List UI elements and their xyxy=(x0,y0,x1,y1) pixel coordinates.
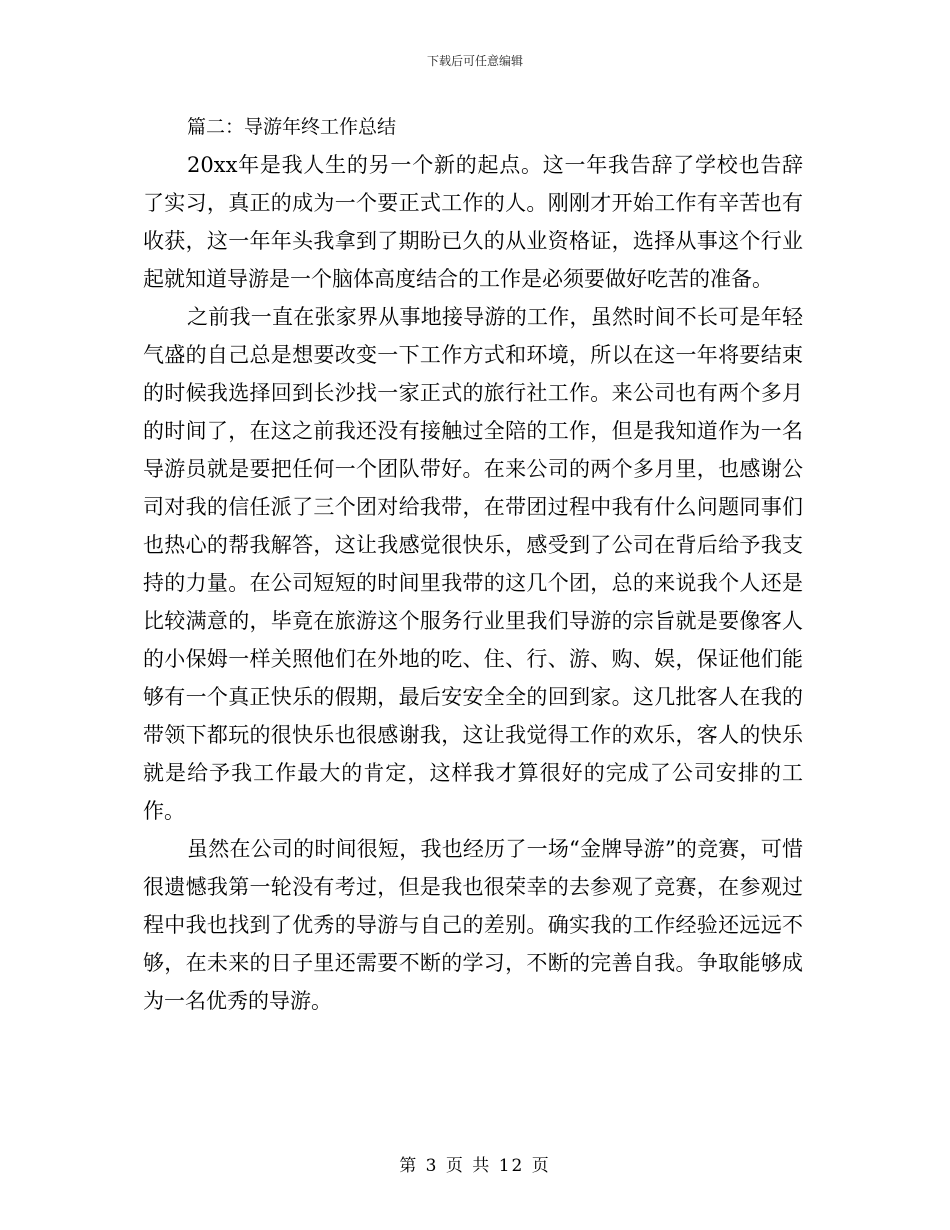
paragraph-2: 之前我一直在张家界从事地接导游的工作，虽然时间不长可是年轻气盛的自己总是想要改变一下工作方式和环境，所以在这一年将要结束的时候我选择回到长沙找一家正式的旅行社工作。来公司也有两个多月的时间了，在这之前我还没有接触过全陪的工作，但是我知道作为一名导游员就是要把任何一个团队带好。在来公司的两个多月里，也感谢公司对我的信任派了三个团对给我带，在带团过程中我有什么问题同事们也热心的帮我解答，这让我感觉很快乐，感受到了公司在背后给予我支持的力量。在公司短短的时间里我带的这几个团，总的来说我个人还是比较满意的，毕竟在旅游这个服务行业里我们导游的宗旨就是要像客人的小保姆一样关照他们在外地的吃、住、行、游、购、娱，保证他们能够有一个真正快乐的假期，最后安安全全的回到家。这几批客人在我的带领下都玩的很快乐也很感谢我，这让我觉得工作的欢乐，客人的快乐就是给予我工作最大的肯定，这样我才算很好的完成了公司安排的工作。 xyxy=(143,305,803,823)
page-footer: 第 3 页 共 12 页 xyxy=(399,1156,551,1176)
header-note: 下载后可任意编辑 xyxy=(426,54,523,68)
paragraph-3: 虽然在公司的时间很短，我也经历了一场“金牌导游”的竞赛，可惜很遗憾我第一轮没有考过，但是我也很荣幸的去参观了竞赛，在参观过程中我也找到了优秀的导游与自己的差别。确实我的工作经验还远远不够，在未来的日子里还需要不断的学习，不断的完善自我。争取能够成为一名优秀的导游。 xyxy=(143,837,803,1013)
document-body xyxy=(143,108,803,1020)
section-title: 篇二：导游年终工作总结 xyxy=(187,116,397,138)
paragraph-1: 20xx年是我人生的另一个新的起点。这一年我告辞了学校也告辞了实习，真正的成为一个要正式工作的人。刚刚才开始工作有辛苦也有收获，这一年年头我拿到了期盼已久的从业资格证，选择从事这个行业起就知道导游是一个脑体高度结合的工作是必须要做好吃苦的准备。 xyxy=(143,153,803,291)
